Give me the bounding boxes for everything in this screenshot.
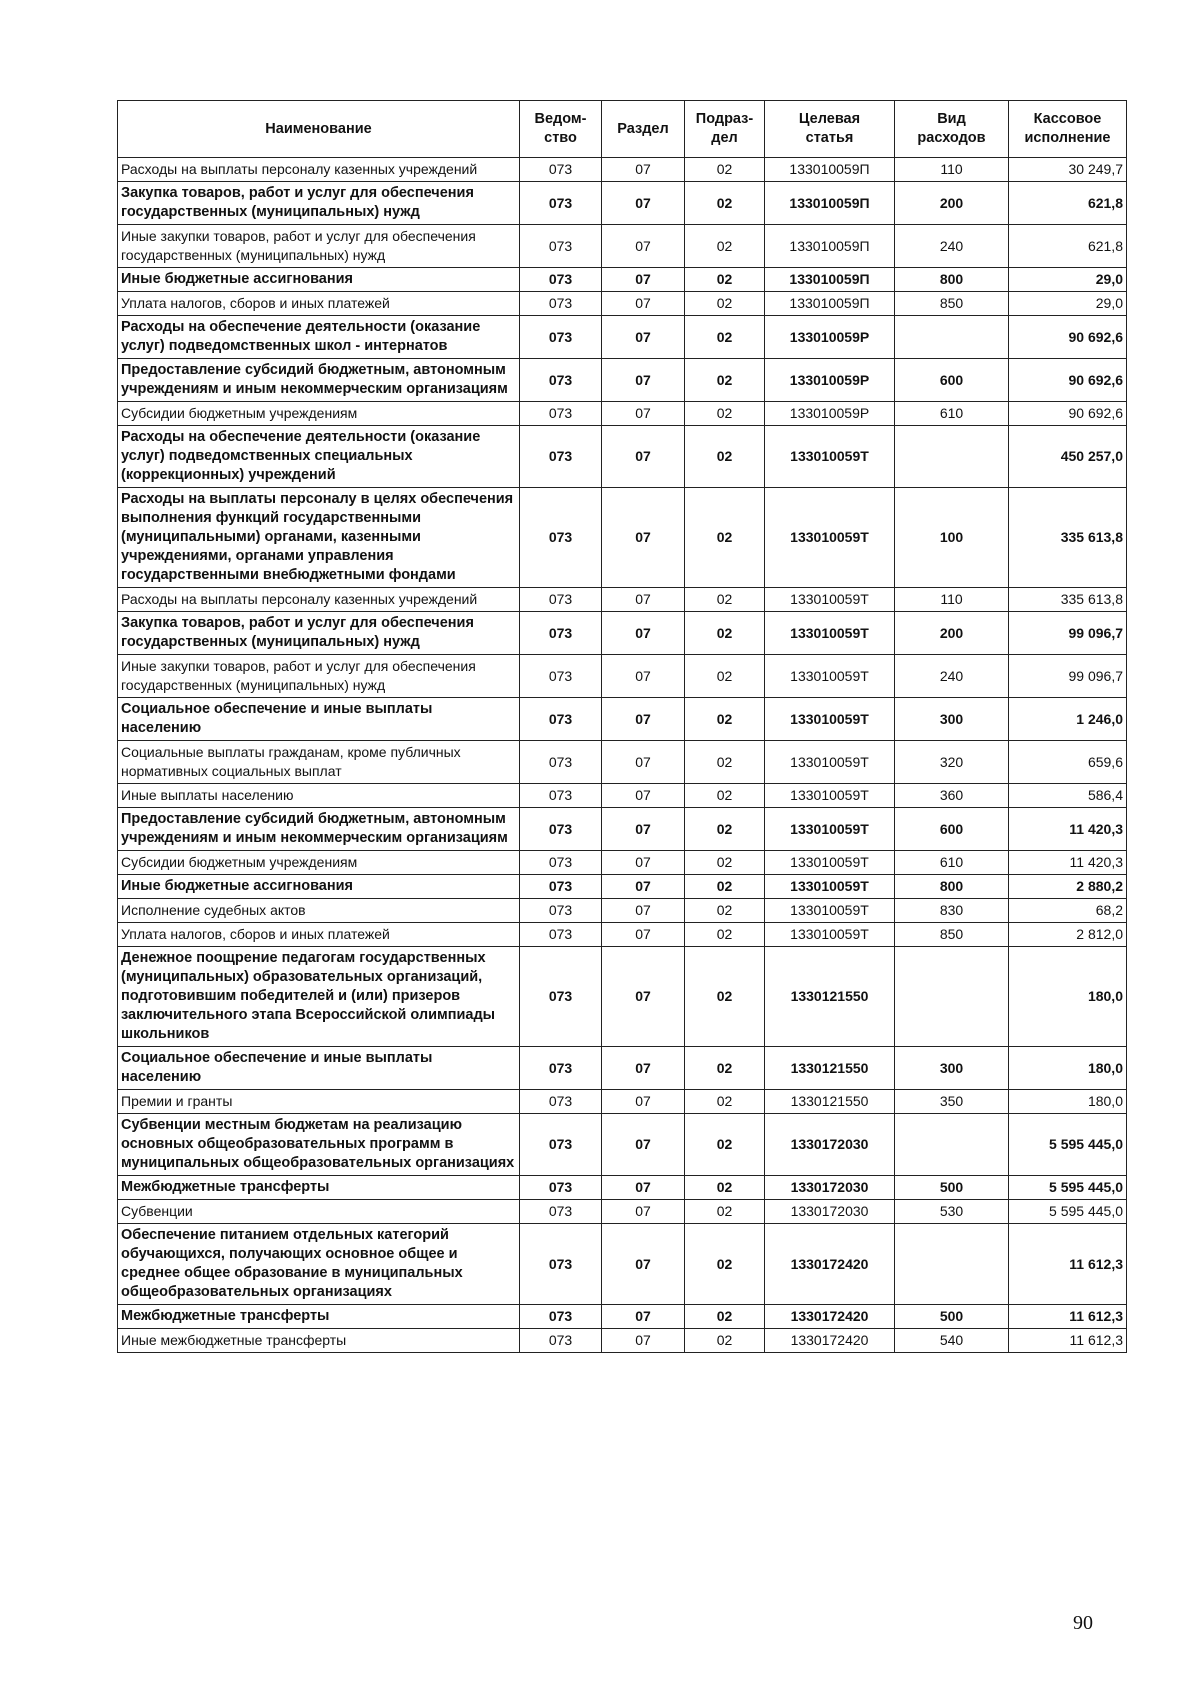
row-name: Социальное обеспечение и иные выплаты населению bbox=[118, 1047, 520, 1090]
row-podrazdel: 02 bbox=[685, 851, 765, 875]
row-vedomstvo: 073 bbox=[520, 947, 602, 1047]
row-vedomstvo: 073 bbox=[520, 1305, 602, 1329]
row-razdel: 07 bbox=[602, 292, 685, 316]
row-vid-rashodov: 200 bbox=[895, 182, 1009, 225]
row-vedomstvo: 073 bbox=[520, 1176, 602, 1200]
row-kassovoe-ispolnenie: 180,0 bbox=[1009, 1090, 1127, 1114]
row-name: Иные закупки товаров, работ и услуг для обеспечения государственных (муниципальных) нужд bbox=[118, 225, 520, 268]
row-razdel: 07 bbox=[602, 1090, 685, 1114]
row-vid-rashodov: 300 bbox=[895, 698, 1009, 741]
table-row bbox=[118, 741, 1127, 784]
row-celevaya-statya: 1330172420 bbox=[765, 1224, 895, 1305]
row-kassovoe-ispolnenie: 180,0 bbox=[1009, 1047, 1127, 1090]
header-kassovoe-ispolnenie: Кассовое исполнение bbox=[1009, 101, 1127, 158]
table-header-row bbox=[118, 101, 1127, 158]
row-kassovoe-ispolnenie: 30 249,7 bbox=[1009, 158, 1127, 182]
row-podrazdel: 02 bbox=[685, 808, 765, 851]
row-celevaya-statya: 133010059Р bbox=[765, 402, 895, 426]
row-name: Расходы на обеспечение деятельности (оказание услуг) подведомственных специальных (коррекционных) учреждений bbox=[118, 426, 520, 488]
row-podrazdel: 02 bbox=[685, 784, 765, 808]
row-kassovoe-ispolnenie: 5 595 445,0 bbox=[1009, 1114, 1127, 1176]
row-vid-rashodov: 850 bbox=[895, 923, 1009, 947]
row-celevaya-statya: 1330121550 bbox=[765, 947, 895, 1047]
row-razdel: 07 bbox=[602, 851, 685, 875]
row-name: Расходы на обеспечение деятельности (оказание услуг) подведомственных школ - интернатов bbox=[118, 316, 520, 359]
row-podrazdel: 02 bbox=[685, 158, 765, 182]
row-vid-rashodov bbox=[895, 947, 1009, 1047]
row-name: Межбюджетные трансферты bbox=[118, 1176, 520, 1200]
row-celevaya-statya: 133010059Р bbox=[765, 316, 895, 359]
table-row bbox=[118, 784, 1127, 808]
table-row bbox=[118, 225, 1127, 268]
row-vid-rashodov: 500 bbox=[895, 1176, 1009, 1200]
row-kassovoe-ispolnenie: 586,4 bbox=[1009, 784, 1127, 808]
row-celevaya-statya: 133010059П bbox=[765, 182, 895, 225]
row-celevaya-statya: 133010059П bbox=[765, 268, 895, 292]
row-vedomstvo: 073 bbox=[520, 359, 602, 402]
budget-execution-table bbox=[117, 100, 1127, 1353]
table-row bbox=[118, 899, 1127, 923]
row-kassovoe-ispolnenie: 335 613,8 bbox=[1009, 488, 1127, 588]
table-row bbox=[118, 359, 1127, 402]
row-vid-rashodov: 800 bbox=[895, 875, 1009, 899]
row-vedomstvo: 073 bbox=[520, 612, 602, 655]
row-podrazdel: 02 bbox=[685, 1047, 765, 1090]
row-razdel: 07 bbox=[602, 899, 685, 923]
row-vedomstvo: 073 bbox=[520, 268, 602, 292]
table-row bbox=[118, 655, 1127, 698]
row-kassovoe-ispolnenie: 659,6 bbox=[1009, 741, 1127, 784]
row-name: Расходы на выплаты персоналу казенных учреждений bbox=[118, 158, 520, 182]
row-vedomstvo: 073 bbox=[520, 1329, 602, 1353]
row-podrazdel: 02 bbox=[685, 698, 765, 741]
table-row bbox=[118, 1176, 1127, 1200]
row-podrazdel: 02 bbox=[685, 588, 765, 612]
row-celevaya-statya: 133010059Т bbox=[765, 899, 895, 923]
row-razdel: 07 bbox=[602, 947, 685, 1047]
row-vid-rashodov: 240 bbox=[895, 225, 1009, 268]
row-podrazdel: 02 bbox=[685, 488, 765, 588]
row-vedomstvo: 073 bbox=[520, 225, 602, 268]
table-row bbox=[118, 268, 1127, 292]
row-kassovoe-ispolnenie: 11 612,3 bbox=[1009, 1305, 1127, 1329]
row-name: Закупка товаров, работ и услуг для обеспечения государственных (муниципальных) нужд bbox=[118, 612, 520, 655]
row-vid-rashodov: 110 bbox=[895, 158, 1009, 182]
row-vid-rashodov: 850 bbox=[895, 292, 1009, 316]
row-vedomstvo: 073 bbox=[520, 784, 602, 808]
row-vid-rashodov bbox=[895, 1224, 1009, 1305]
table-row bbox=[118, 1114, 1127, 1176]
table-row bbox=[118, 875, 1127, 899]
table-row bbox=[118, 808, 1127, 851]
table-row bbox=[118, 158, 1127, 182]
row-name: Иные закупки товаров, работ и услуг для обеспечения государственных (муниципальных) нужд bbox=[118, 655, 520, 698]
row-vid-rashodov: 200 bbox=[895, 612, 1009, 655]
header-razdel: Раздел bbox=[602, 101, 685, 158]
row-podrazdel: 02 bbox=[685, 875, 765, 899]
row-vid-rashodov: 800 bbox=[895, 268, 1009, 292]
row-vid-rashodov: 600 bbox=[895, 359, 1009, 402]
row-vedomstvo: 073 bbox=[520, 588, 602, 612]
row-razdel: 07 bbox=[602, 741, 685, 784]
row-razdel: 07 bbox=[602, 316, 685, 359]
row-podrazdel: 02 bbox=[685, 923, 765, 947]
row-vedomstvo: 073 bbox=[520, 426, 602, 488]
row-vedomstvo: 073 bbox=[520, 698, 602, 741]
row-celevaya-statya: 133010059Т bbox=[765, 698, 895, 741]
row-razdel: 07 bbox=[602, 1224, 685, 1305]
header-vid-rashodov: Вид расходов bbox=[895, 101, 1009, 158]
table-body bbox=[118, 158, 1127, 1353]
row-vedomstvo: 073 bbox=[520, 1090, 602, 1114]
row-celevaya-statya: 133010059Т bbox=[765, 923, 895, 947]
row-razdel: 07 bbox=[602, 426, 685, 488]
row-kassovoe-ispolnenie: 90 692,6 bbox=[1009, 359, 1127, 402]
table-row bbox=[118, 851, 1127, 875]
row-celevaya-statya: 1330172030 bbox=[765, 1114, 895, 1176]
row-vid-rashodov: 320 bbox=[895, 741, 1009, 784]
row-celevaya-statya: 133010059П bbox=[765, 158, 895, 182]
row-podrazdel: 02 bbox=[685, 1114, 765, 1176]
row-name: Субсидии бюджетным учреждениям bbox=[118, 851, 520, 875]
row-name: Субсидии бюджетным учреждениям bbox=[118, 402, 520, 426]
row-kassovoe-ispolnenie: 99 096,7 bbox=[1009, 612, 1127, 655]
row-celevaya-statya: 133010059Т bbox=[765, 655, 895, 698]
row-celevaya-statya: 133010059Т bbox=[765, 588, 895, 612]
row-vid-rashodov bbox=[895, 426, 1009, 488]
row-kassovoe-ispolnenie: 90 692,6 bbox=[1009, 316, 1127, 359]
table-row bbox=[118, 182, 1127, 225]
row-vedomstvo: 073 bbox=[520, 316, 602, 359]
row-razdel: 07 bbox=[602, 1047, 685, 1090]
row-celevaya-statya: 133010059Т bbox=[765, 741, 895, 784]
row-vid-rashodov: 610 bbox=[895, 402, 1009, 426]
table-row bbox=[118, 402, 1127, 426]
row-podrazdel: 02 bbox=[685, 1090, 765, 1114]
row-vid-rashodov: 540 bbox=[895, 1329, 1009, 1353]
row-kassovoe-ispolnenie: 29,0 bbox=[1009, 292, 1127, 316]
row-vid-rashodov: 350 bbox=[895, 1090, 1009, 1114]
row-name: Субвенции местным бюджетам на реализацию основных общеобразовательных программ в муниципальных общеобразовательных организациях bbox=[118, 1114, 520, 1176]
row-kassovoe-ispolnenie: 2 812,0 bbox=[1009, 923, 1127, 947]
row-podrazdel: 02 bbox=[685, 1329, 765, 1353]
row-vedomstvo: 073 bbox=[520, 1047, 602, 1090]
row-vedomstvo: 073 bbox=[520, 402, 602, 426]
table-row bbox=[118, 292, 1127, 316]
table-row bbox=[118, 1090, 1127, 1114]
row-razdel: 07 bbox=[602, 875, 685, 899]
row-name: Премии и гранты bbox=[118, 1090, 520, 1114]
row-vid-rashodov: 110 bbox=[895, 588, 1009, 612]
row-kassovoe-ispolnenie: 450 257,0 bbox=[1009, 426, 1127, 488]
table-row bbox=[118, 612, 1127, 655]
row-vedomstvo: 073 bbox=[520, 899, 602, 923]
row-vid-rashodov: 240 bbox=[895, 655, 1009, 698]
row-vid-rashodov: 300 bbox=[895, 1047, 1009, 1090]
row-name: Социальные выплаты гражданам, кроме публичных нормативных социальных выплат bbox=[118, 741, 520, 784]
row-podrazdel: 02 bbox=[685, 402, 765, 426]
row-podrazdel: 02 bbox=[685, 947, 765, 1047]
table-row bbox=[118, 426, 1127, 488]
row-razdel: 07 bbox=[602, 1114, 685, 1176]
row-name: Социальное обеспечение и иные выплаты населению bbox=[118, 698, 520, 741]
table-row bbox=[118, 698, 1127, 741]
row-podrazdel: 02 bbox=[685, 182, 765, 225]
row-name: Иные межбюджетные трансферты bbox=[118, 1329, 520, 1353]
row-kassovoe-ispolnenie: 2 880,2 bbox=[1009, 875, 1127, 899]
row-celevaya-statya: 133010059Т bbox=[765, 808, 895, 851]
row-razdel: 07 bbox=[602, 923, 685, 947]
row-razdel: 07 bbox=[602, 1329, 685, 1353]
row-name: Иные выплаты населению bbox=[118, 784, 520, 808]
row-name: Исполнение судебных актов bbox=[118, 899, 520, 923]
row-podrazdel: 02 bbox=[685, 359, 765, 402]
row-podrazdel: 02 bbox=[685, 268, 765, 292]
row-razdel: 07 bbox=[602, 225, 685, 268]
row-kassovoe-ispolnenie: 11 612,3 bbox=[1009, 1329, 1127, 1353]
row-kassovoe-ispolnenie: 11 420,3 bbox=[1009, 851, 1127, 875]
row-kassovoe-ispolnenie: 5 595 445,0 bbox=[1009, 1176, 1127, 1200]
row-vedomstvo: 073 bbox=[520, 182, 602, 225]
row-vedomstvo: 073 bbox=[520, 1200, 602, 1224]
row-vid-rashodov: 600 bbox=[895, 808, 1009, 851]
row-razdel: 07 bbox=[602, 488, 685, 588]
row-celevaya-statya: 133010059Т bbox=[765, 851, 895, 875]
row-vedomstvo: 073 bbox=[520, 1224, 602, 1305]
row-podrazdel: 02 bbox=[685, 741, 765, 784]
row-podrazdel: 02 bbox=[685, 225, 765, 268]
table-row bbox=[118, 947, 1127, 1047]
row-kassovoe-ispolnenie: 621,8 bbox=[1009, 225, 1127, 268]
row-celevaya-statya: 1330172420 bbox=[765, 1329, 895, 1353]
row-podrazdel: 02 bbox=[685, 316, 765, 359]
row-kassovoe-ispolnenie: 1 246,0 bbox=[1009, 698, 1127, 741]
row-celevaya-statya: 1330172030 bbox=[765, 1176, 895, 1200]
row-vedomstvo: 073 bbox=[520, 292, 602, 316]
row-razdel: 07 bbox=[602, 698, 685, 741]
row-podrazdel: 02 bbox=[685, 1200, 765, 1224]
header-name: Наименование bbox=[118, 101, 520, 158]
table-row bbox=[118, 1224, 1127, 1305]
row-razdel: 07 bbox=[602, 359, 685, 402]
row-name: Расходы на выплаты персоналу казенных учреждений bbox=[118, 588, 520, 612]
row-razdel: 07 bbox=[602, 402, 685, 426]
row-vedomstvo: 073 bbox=[520, 741, 602, 784]
row-razdel: 07 bbox=[602, 1305, 685, 1329]
row-name: Иные бюджетные ассигнования bbox=[118, 875, 520, 899]
row-celevaya-statya: 133010059Р bbox=[765, 359, 895, 402]
row-celevaya-statya: 133010059Т bbox=[765, 488, 895, 588]
row-vid-rashodov: 830 bbox=[895, 899, 1009, 923]
row-celevaya-statya: 1330172420 bbox=[765, 1305, 895, 1329]
row-kassovoe-ispolnenie: 99 096,7 bbox=[1009, 655, 1127, 698]
row-podrazdel: 02 bbox=[685, 1305, 765, 1329]
row-kassovoe-ispolnenie: 5 595 445,0 bbox=[1009, 1200, 1127, 1224]
row-razdel: 07 bbox=[602, 182, 685, 225]
row-name: Уплата налогов, сборов и иных платежей bbox=[118, 923, 520, 947]
row-podrazdel: 02 bbox=[685, 1176, 765, 1200]
row-vedomstvo: 073 bbox=[520, 923, 602, 947]
header-podrazdel: Подраз- дел bbox=[685, 101, 765, 158]
row-vedomstvo: 073 bbox=[520, 488, 602, 588]
row-razdel: 07 bbox=[602, 784, 685, 808]
row-razdel: 07 bbox=[602, 1200, 685, 1224]
header-celevaya-statya: Целевая статья bbox=[765, 101, 895, 158]
row-kassovoe-ispolnenie: 90 692,6 bbox=[1009, 402, 1127, 426]
row-podrazdel: 02 bbox=[685, 292, 765, 316]
row-vid-rashodov bbox=[895, 1114, 1009, 1176]
row-vedomstvo: 073 bbox=[520, 158, 602, 182]
row-celevaya-statya: 133010059П bbox=[765, 225, 895, 268]
row-name: Денежное поощрение педагогам государственных (муниципальных) образовательных организаций, подготовившим победителей и (или) призеров заключительного этапа Всероссийской олимпиады школьников bbox=[118, 947, 520, 1047]
row-kassovoe-ispolnenie: 68,2 bbox=[1009, 899, 1127, 923]
row-celevaya-statya: 1330121550 bbox=[765, 1047, 895, 1090]
row-razdel: 07 bbox=[602, 268, 685, 292]
row-celevaya-statya: 1330172030 bbox=[765, 1200, 895, 1224]
row-celevaya-statya: 133010059Т bbox=[765, 426, 895, 488]
row-podrazdel: 02 bbox=[685, 655, 765, 698]
row-vid-rashodov bbox=[895, 316, 1009, 359]
row-kassovoe-ispolnenie: 180,0 bbox=[1009, 947, 1127, 1047]
row-kassovoe-ispolnenie: 335 613,8 bbox=[1009, 588, 1127, 612]
table-row bbox=[118, 316, 1127, 359]
table-row bbox=[118, 588, 1127, 612]
row-razdel: 07 bbox=[602, 1176, 685, 1200]
row-vedomstvo: 073 bbox=[520, 655, 602, 698]
table-row bbox=[118, 923, 1127, 947]
row-celevaya-statya: 133010059П bbox=[765, 292, 895, 316]
row-name: Предоставление субсидий бюджетным, автономным учреждениям и иным некоммерческим организациям bbox=[118, 359, 520, 402]
row-podrazdel: 02 bbox=[685, 899, 765, 923]
row-vedomstvo: 073 bbox=[520, 808, 602, 851]
row-name: Расходы на выплаты персоналу в целях обеспечения выполнения функций государственными (муниципальными) органами, казенными учреждениями, органами управления государственными внебюджетными фондами bbox=[118, 488, 520, 588]
row-razdel: 07 bbox=[602, 158, 685, 182]
row-kassovoe-ispolnenie: 11 612,3 bbox=[1009, 1224, 1127, 1305]
row-vid-rashodov: 530 bbox=[895, 1200, 1009, 1224]
row-celevaya-statya: 133010059Т bbox=[765, 784, 895, 808]
table-row bbox=[118, 1329, 1127, 1353]
header-vedomstvo: Ведом- ство bbox=[520, 101, 602, 158]
row-vid-rashodov: 500 bbox=[895, 1305, 1009, 1329]
row-name: Предоставление субсидий бюджетным, автономным учреждениям и иным некоммерческим организациям bbox=[118, 808, 520, 851]
row-name: Уплата налогов, сборов и иных платежей bbox=[118, 292, 520, 316]
row-razdel: 07 bbox=[602, 588, 685, 612]
row-razdel: 07 bbox=[602, 612, 685, 655]
row-name: Иные бюджетные ассигнования bbox=[118, 268, 520, 292]
row-celevaya-statya: 133010059Т bbox=[765, 875, 895, 899]
row-kassovoe-ispolnenie: 11 420,3 bbox=[1009, 808, 1127, 851]
page-number: 90 bbox=[1073, 1612, 1093, 1634]
table-row bbox=[118, 1305, 1127, 1329]
row-vedomstvo: 073 bbox=[520, 851, 602, 875]
row-vedomstvo: 073 bbox=[520, 1114, 602, 1176]
row-vid-rashodov: 100 bbox=[895, 488, 1009, 588]
row-celevaya-statya: 133010059Т bbox=[765, 612, 895, 655]
row-vid-rashodov: 610 bbox=[895, 851, 1009, 875]
row-razdel: 07 bbox=[602, 655, 685, 698]
row-name: Закупка товаров, работ и услуг для обеспечения государственных (муниципальных) нужд bbox=[118, 182, 520, 225]
row-celevaya-statya: 1330121550 bbox=[765, 1090, 895, 1114]
row-podrazdel: 02 bbox=[685, 1224, 765, 1305]
row-razdel: 07 bbox=[602, 808, 685, 851]
row-name: Обеспечение питанием отдельных категорий обучающихся, получающих основное общее и среднее общее образование в муниципальных общеобразовательных организациях bbox=[118, 1224, 520, 1305]
row-vid-rashodov: 360 bbox=[895, 784, 1009, 808]
table-row bbox=[118, 1047, 1127, 1090]
row-kassovoe-ispolnenie: 621,8 bbox=[1009, 182, 1127, 225]
row-name: Межбюджетные трансферты bbox=[118, 1305, 520, 1329]
table-row bbox=[118, 488, 1127, 588]
table-row bbox=[118, 1200, 1127, 1224]
row-podrazdel: 02 bbox=[685, 612, 765, 655]
row-kassovoe-ispolnenie: 29,0 bbox=[1009, 268, 1127, 292]
row-podrazdel: 02 bbox=[685, 426, 765, 488]
row-vedomstvo: 073 bbox=[520, 875, 602, 899]
row-name: Субвенции bbox=[118, 1200, 520, 1224]
